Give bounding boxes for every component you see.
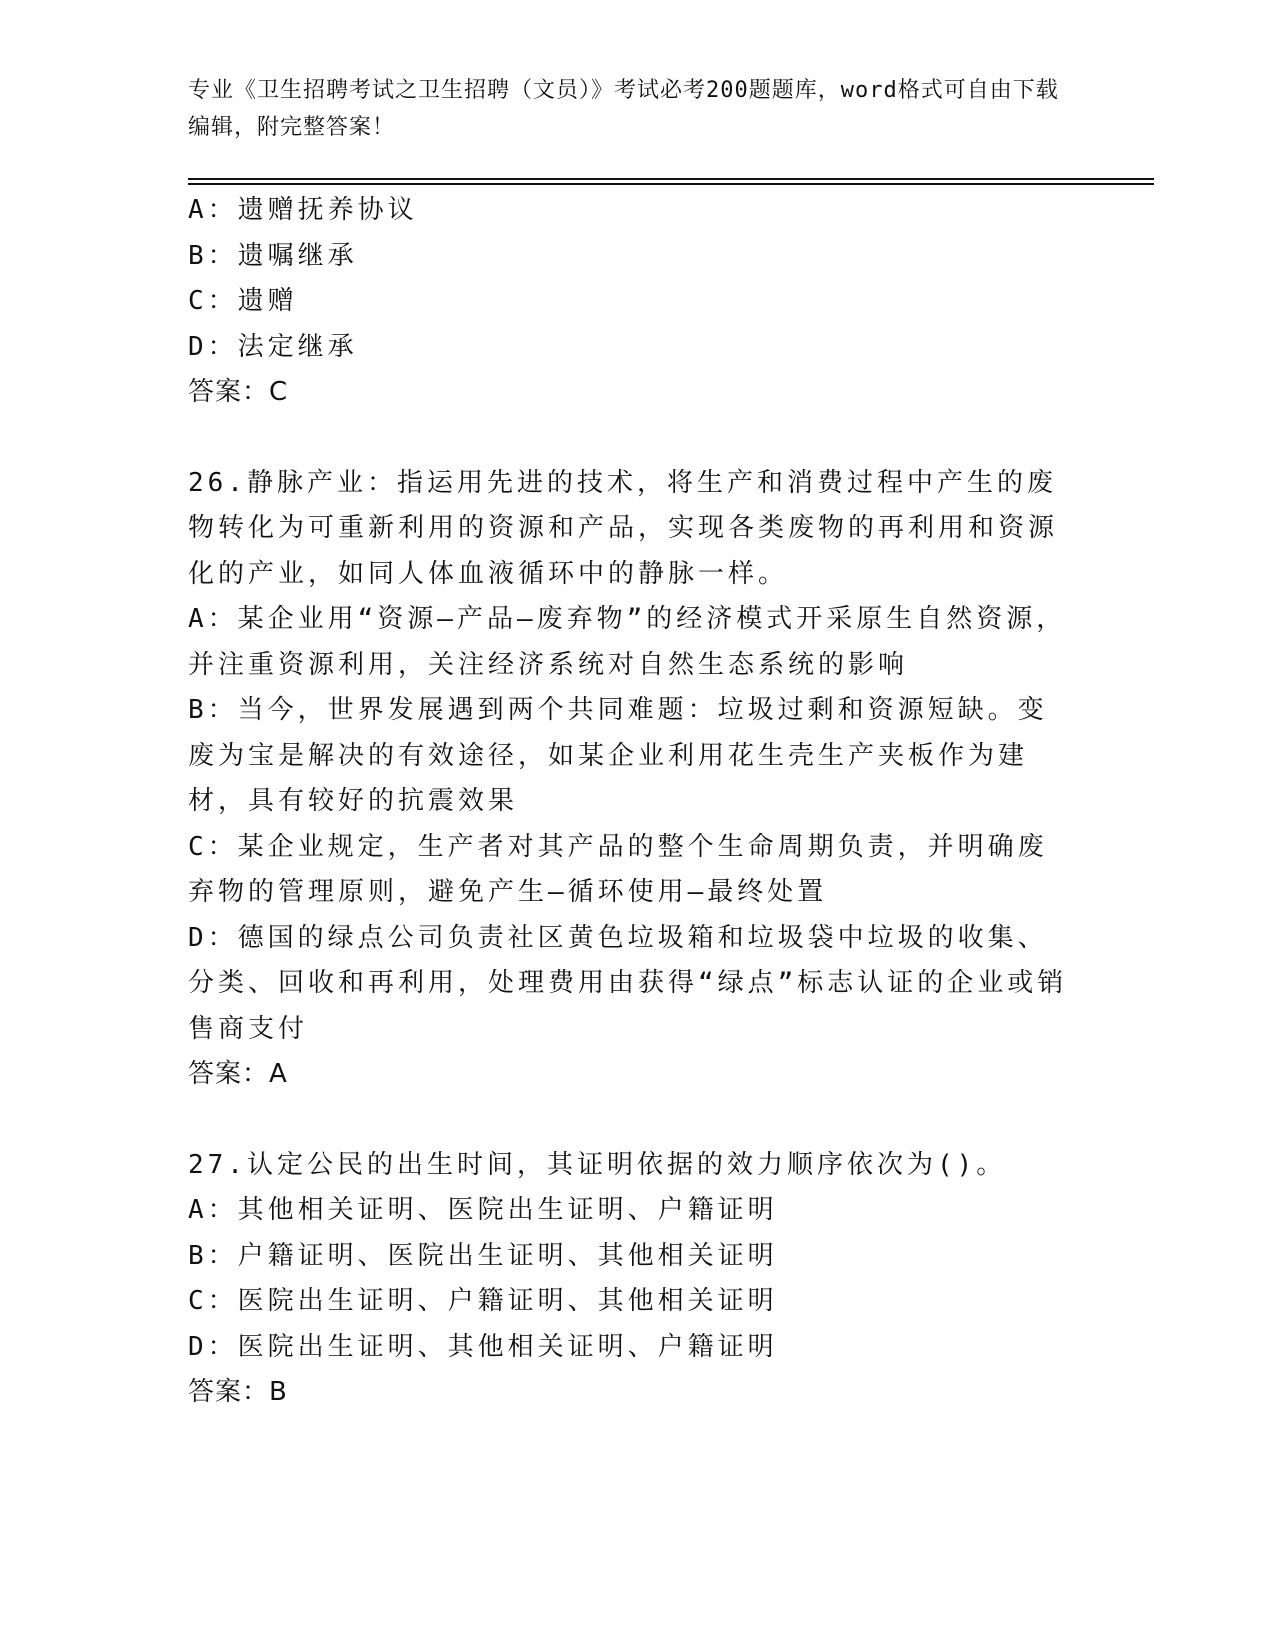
option-a: A：遗赠抚养协议 — [188, 195, 418, 225]
option-b: B：遗嘱继承 — [188, 240, 358, 271]
option-d: D：法定继承 — [188, 331, 358, 362]
question-text: 26.静脉产业：指运用先进的技术，将生产和消费过程中产生的废物转化为可重新利用的资源和产品，实现各类废物的再利用和资源化的产业，如同人体血液循环中的静脉一样。 — [188, 467, 1059, 589]
answer-line: 答案：C — [188, 377, 289, 407]
option-c: C：某企业规定，生产者对其产品的整个生命周期负责，并明确废弃物的管理原则，避免产生—循环使用—最终处置 — [188, 831, 1048, 907]
document-header: 专业《卫生招聘考试之卫生招聘（文员）》考试必考200题题库，word格式可自由下载编辑，附完整答案！ — [188, 78, 1059, 140]
spacer — [188, 416, 1068, 461]
option-a: A：其他相关证明、医院出生证明、户籍证明 — [188, 1195, 778, 1225]
option-d: D：德国的绿点公司负责社区黄色垃圾箱和垃圾袋中垃圾的收集、分类、回收和再利用，处理费用由获得“绿点”标志认证的企业或销售商支付 — [188, 922, 1068, 1044]
option-d: D：医院出生证明、其他相关证明、户籍证明 — [188, 1331, 778, 1362]
option-a: A：某企业用“资源—产品—废弃物”的经济模式开采原生自然资源，并注重资源利用，关注经济系统对自然生态系统的影响 — [188, 604, 1067, 680]
spacer — [188, 1098, 1068, 1143]
header-rule-top — [188, 178, 1154, 180]
question-block-25 — [188, 188, 1068, 416]
option-b: B：户籍证明、医院出生证明、其他相关证明 — [188, 1240, 778, 1271]
answer-line: 答案：A — [188, 1059, 288, 1089]
question-block-26 — [188, 461, 1068, 1098]
option-b: B：当今，世界发展遇到两个共同难题：垃圾过剩和资源短缺。变废为宝是解决的有效途径，如某企业利用花生壳生产夹板作为建材，具有较好的抗震效果 — [188, 695, 1048, 816]
question-text: 27.认定公民的出生时间，其证明依据的效力顺序依次为()。 — [188, 1149, 1007, 1180]
answer-line: 答案：B — [188, 1377, 288, 1407]
option-c: C：医院出生证明、户籍证明、其他相关证明 — [188, 1286, 778, 1316]
option-c: C：遗赠 — [188, 286, 298, 316]
question-block-27 — [188, 1143, 1068, 1416]
header-rule-bottom — [188, 183, 1154, 185]
question-list — [188, 188, 1068, 1416]
